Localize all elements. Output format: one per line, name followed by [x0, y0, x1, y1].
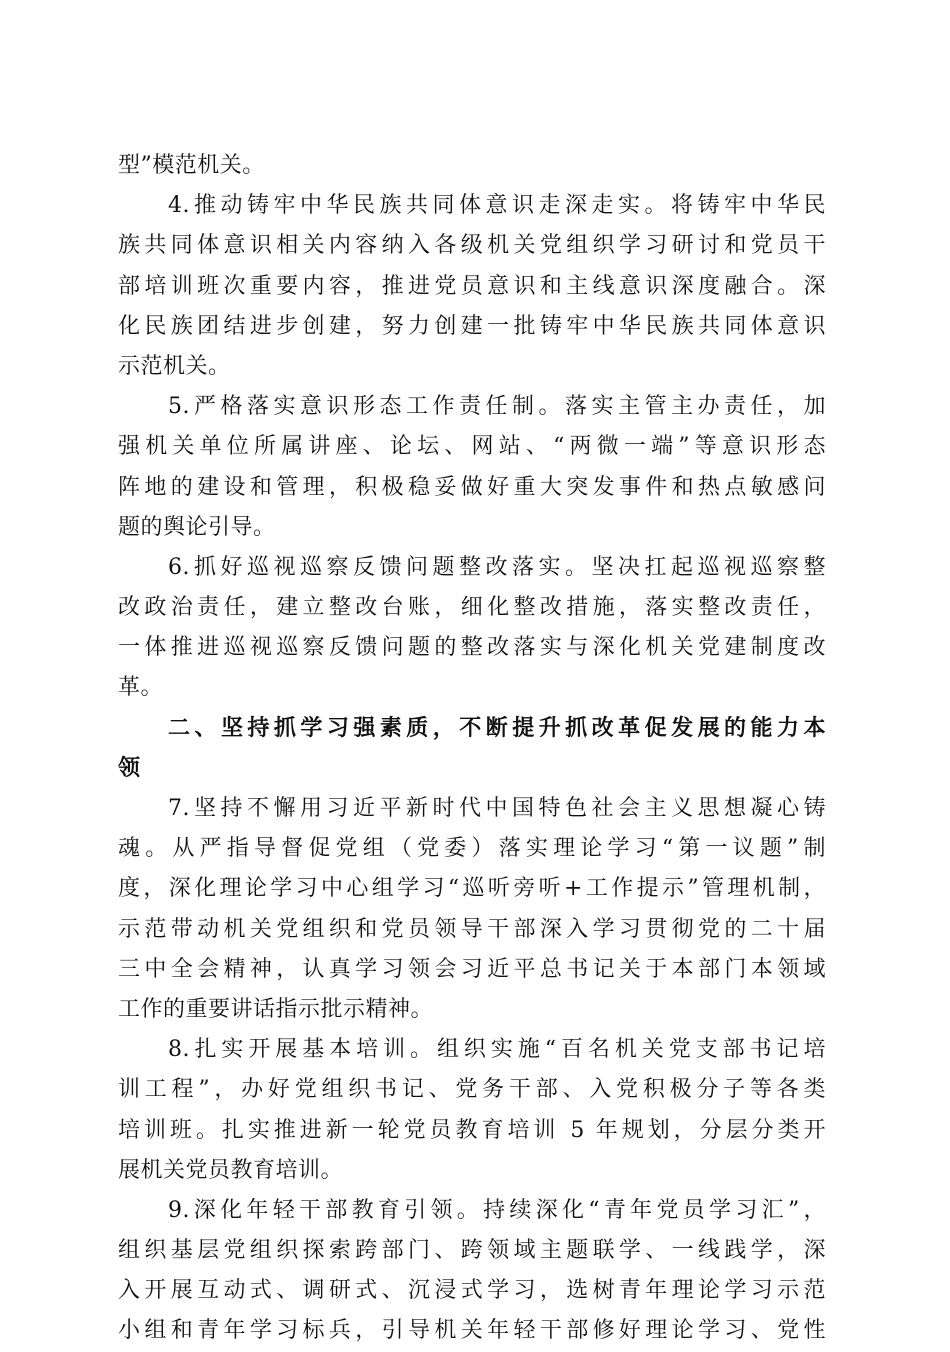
text-line: 革。 — [118, 675, 164, 701]
text-line: 7.坚持不懈用习近平新时代中国特色社会主义思想凝心铸 — [168, 796, 826, 821]
text-line: 阵地的建设和管理，积极稳妥做好重大突发事件和热点敏感问 — [118, 474, 826, 500]
text-line: 化民族团结进步创建，努力创建一批铸牢中华民族共同体意识 — [118, 313, 826, 339]
text-line: 型”模范机关。 — [118, 153, 265, 178]
text-line: 强机关单位所属讲座、论坛、网站、“两微一端”等意识形态 — [118, 434, 826, 460]
paragraph — [118, 548, 826, 709]
text-line: 示范机关。 — [118, 353, 231, 379]
text-line: 二、坚持抓学习强素质，不断提升抓改革促发展的能力本 — [168, 715, 826, 741]
text-line: 度，深化理论学习中心组学习“巡听旁听+工作提示”管理机制， — [118, 876, 826, 902]
paragraph — [118, 1191, 826, 1352]
text-line: 小组和青年学习标兵，引导机关年轻干部修好理论学习、党性 — [118, 1318, 826, 1344]
paragraph — [118, 186, 826, 387]
paragraph — [118, 789, 826, 1030]
text-line: 培训班。扎实推进新一轮党员教育培训 5 年规划，分层分类开 — [118, 1117, 826, 1143]
text-line: 工作的重要讲话指示批示精神。 — [118, 996, 434, 1022]
text-line: 组织基层党组织探索跨部门、跨领域主题联学、一线践学，深 — [118, 1238, 826, 1264]
text-line: 题的舆论引导。 — [118, 514, 276, 540]
text-line: 入开展互动式、调研式、沉浸式学习，选树青年理论学习示范 — [118, 1278, 826, 1304]
text-line: 部培训班次重要内容，推进党员意识和主线意识深度融合。深 — [118, 273, 826, 299]
text-line: 魂。从严指导督促党组（党委）落实理论学习“第一议题”制 — [118, 836, 826, 862]
paragraph — [118, 387, 826, 548]
text-line: 一体推进巡视巡察反馈问题的整改落实与深化机关党建制度改 — [118, 635, 826, 661]
text-line: 改政治责任，建立整改台账，细化整改措施，落实整改责任， — [118, 595, 826, 621]
text-line: 8.扎实开展基本培训。组织实施“百名机关党支部书记培 — [168, 1037, 826, 1063]
section-heading — [118, 709, 826, 789]
text-line: 5.严格落实意识形态工作责任制。落实主管主办责任，加 — [168, 394, 826, 420]
text-line: 三中全会精神，认真学习领会习近平总书记关于本部门本领域 — [118, 956, 826, 982]
text-line: 6.抓好巡视巡察反馈问题整改落实。坚决扛起巡视巡察整 — [168, 554, 826, 580]
text-line: 9.深化年轻干部教育引领。持续深化“青年党员学习汇”， — [168, 1197, 826, 1223]
document-body — [118, 146, 826, 1352]
document-page — [118, 146, 826, 1352]
text-line: 族共同体意识相关内容纳入各级机关党组织学习研讨和党员干 — [118, 233, 826, 259]
text-line: 展机关党员教育培训。 — [118, 1157, 344, 1183]
text-line: 训工程”，办好党组织书记、党务干部、入党积极分子等各类 — [118, 1077, 826, 1103]
text-line: 领 — [118, 755, 141, 781]
text-line: 示范带动机关党组织和党员领导干部深入学习贯彻党的二十届 — [118, 916, 826, 942]
paragraph — [118, 1030, 826, 1191]
text-line: 4.推动铸牢中华民族共同体意识走深走实。将铸牢中华民 — [168, 193, 826, 219]
paragraph — [118, 146, 826, 186]
